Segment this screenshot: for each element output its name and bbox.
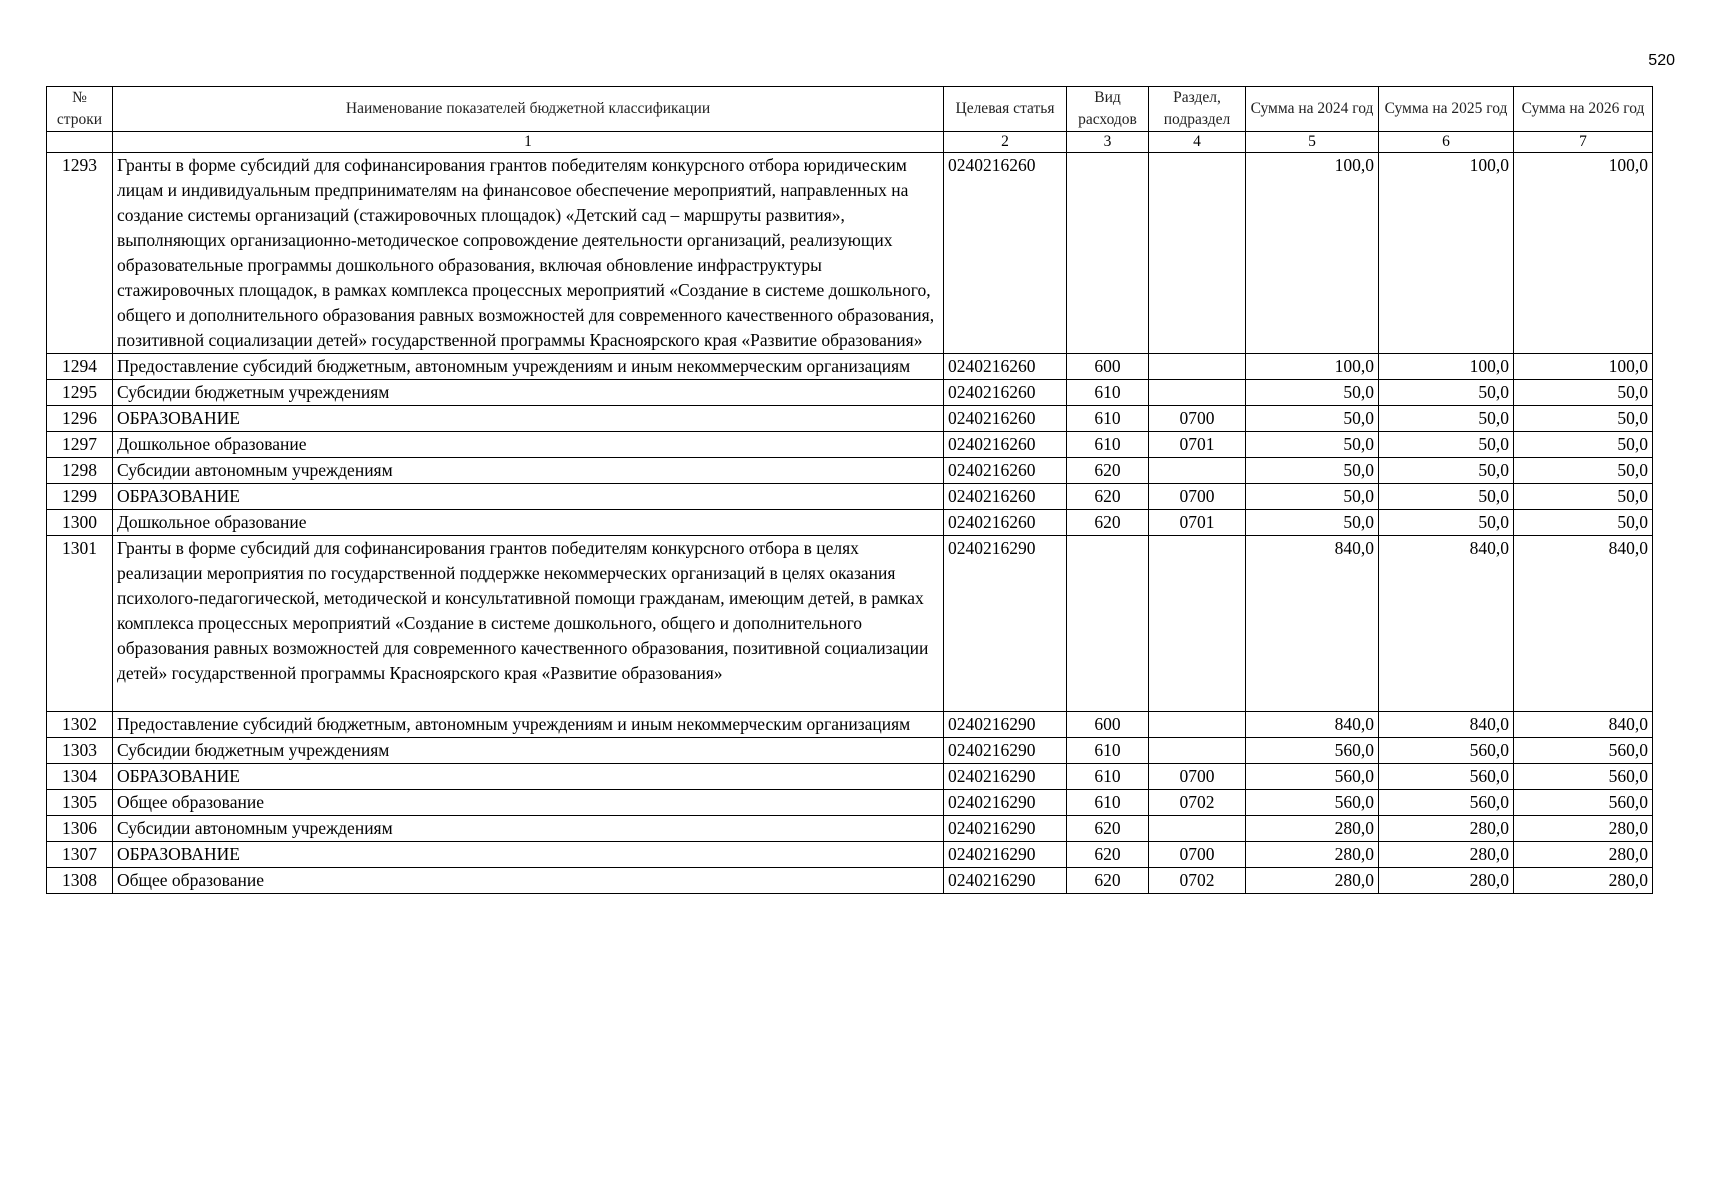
row-sum-2024: 100,0 — [1246, 153, 1379, 354]
header-expense-type: Вид расходов — [1067, 87, 1149, 132]
table-row — [47, 458, 1653, 484]
column-number: 7 — [1514, 132, 1653, 153]
table-row — [47, 764, 1653, 790]
row-target-article: 0240216290 — [944, 738, 1067, 764]
row-target-article: 0240216260 — [944, 153, 1067, 354]
row-sum-2026: 280,0 — [1514, 868, 1653, 894]
row-section: 0701 — [1149, 510, 1246, 536]
row-sum-2024: 560,0 — [1246, 738, 1379, 764]
row-sum-2026: 100,0 — [1514, 153, 1653, 354]
table-row — [47, 790, 1653, 816]
row-expense-type: 610 — [1067, 764, 1149, 790]
row-number: 1301 — [47, 536, 113, 712]
table-row — [47, 816, 1653, 842]
header-sum-2025: Сумма на 2025 год — [1379, 87, 1514, 132]
row-number: 1297 — [47, 432, 113, 458]
row-sum-2026: 50,0 — [1514, 432, 1653, 458]
table-row — [47, 380, 1653, 406]
row-sum-2026: 560,0 — [1514, 738, 1653, 764]
table-header-row — [47, 87, 1653, 132]
row-section: 0700 — [1149, 764, 1246, 790]
row-name: Дошкольное образование — [113, 432, 944, 458]
row-target-article: 0240216290 — [944, 536, 1067, 712]
row-target-article: 0240216260 — [944, 510, 1067, 536]
row-section — [1149, 816, 1246, 842]
row-section — [1149, 153, 1246, 354]
row-name: ОБРАЗОВАНИЕ — [113, 842, 944, 868]
row-target-article: 0240216260 — [944, 380, 1067, 406]
table-row — [47, 712, 1653, 738]
row-number: 1293 — [47, 153, 113, 354]
row-expense-type: 620 — [1067, 484, 1149, 510]
row-expense-type: 610 — [1067, 432, 1149, 458]
row-target-article: 0240216290 — [944, 816, 1067, 842]
table-row — [47, 153, 1653, 354]
row-sum-2024: 840,0 — [1246, 536, 1379, 712]
row-target-article: 0240216290 — [944, 764, 1067, 790]
row-sum-2024: 840,0 — [1246, 712, 1379, 738]
row-section — [1149, 380, 1246, 406]
row-name: Гранты в форме субсидий для софинансирования грантов победителям конкурсного отбора в целях реализации мероприятия по государственной поддержке некоммерческих организаций в целях оказания психолого-педагогической, методической и консультативной помощи гражданам, имеющим детей, в рамках комплекса процессных мероприятий «Создание в системе дошкольного, общего и дополнительного образования равных возможностей для современного качественного образования, позитивной социализации детей» государственной программы Красноярского края «Развитие образования» — [113, 536, 944, 712]
row-section — [1149, 354, 1246, 380]
row-target-article: 0240216260 — [944, 354, 1067, 380]
row-name: ОБРАЗОВАНИЕ — [113, 406, 944, 432]
row-number: 1308 — [47, 868, 113, 894]
row-section — [1149, 738, 1246, 764]
row-sum-2026: 560,0 — [1514, 790, 1653, 816]
row-section: 0702 — [1149, 790, 1246, 816]
row-sum-2025: 840,0 — [1379, 712, 1514, 738]
row-number: 1296 — [47, 406, 113, 432]
row-number: 1306 — [47, 816, 113, 842]
row-section: 0700 — [1149, 842, 1246, 868]
row-sum-2024: 50,0 — [1246, 510, 1379, 536]
row-name: Общее образование — [113, 868, 944, 894]
row-sum-2024: 50,0 — [1246, 406, 1379, 432]
row-sum-2025: 280,0 — [1379, 842, 1514, 868]
row-sum-2024: 280,0 — [1246, 868, 1379, 894]
row-section: 0700 — [1149, 484, 1246, 510]
row-section: 0702 — [1149, 868, 1246, 894]
row-number: 1298 — [47, 458, 113, 484]
row-sum-2026: 100,0 — [1514, 354, 1653, 380]
row-sum-2026: 50,0 — [1514, 510, 1653, 536]
row-sum-2025: 560,0 — [1379, 738, 1514, 764]
row-expense-type: 620 — [1067, 458, 1149, 484]
row-sum-2025: 50,0 — [1379, 510, 1514, 536]
row-sum-2024: 280,0 — [1246, 816, 1379, 842]
row-name: Предоставление субсидий бюджетным, автономным учреждениям и иным некоммерческим организациям — [113, 354, 944, 380]
header-name: Наименование показателей бюджетной классификации — [113, 87, 944, 132]
table-row — [47, 406, 1653, 432]
row-sum-2025: 50,0 — [1379, 458, 1514, 484]
row-target-article: 0240216260 — [944, 458, 1067, 484]
header-section: Раздел, подраздел — [1149, 87, 1246, 132]
row-expense-type: 600 — [1067, 712, 1149, 738]
row-sum-2024: 100,0 — [1246, 354, 1379, 380]
row-sum-2026: 50,0 — [1514, 406, 1653, 432]
row-target-article: 0240216260 — [944, 406, 1067, 432]
row-expense-type: 610 — [1067, 790, 1149, 816]
table-row — [47, 536, 1653, 712]
row-sum-2024: 280,0 — [1246, 842, 1379, 868]
row-number: 1305 — [47, 790, 113, 816]
table-row — [47, 868, 1653, 894]
row-number: 1299 — [47, 484, 113, 510]
table-row — [47, 484, 1653, 510]
row-target-article: 0240216290 — [944, 842, 1067, 868]
row-section: 0700 — [1149, 406, 1246, 432]
row-expense-type: 610 — [1067, 406, 1149, 432]
row-name: Субсидии автономным учреждениям — [113, 816, 944, 842]
row-sum-2024: 50,0 — [1246, 432, 1379, 458]
row-expense-type: 620 — [1067, 816, 1149, 842]
row-expense-type: 620 — [1067, 842, 1149, 868]
row-name: Дошкольное образование — [113, 510, 944, 536]
row-sum-2024: 560,0 — [1246, 764, 1379, 790]
column-number: 5 — [1246, 132, 1379, 153]
row-sum-2026: 840,0 — [1514, 536, 1653, 712]
row-target-article: 0240216260 — [944, 432, 1067, 458]
header-target-article: Целевая статья — [944, 87, 1067, 132]
column-number: 3 — [1067, 132, 1149, 153]
column-number: 2 — [944, 132, 1067, 153]
header-sum-2024: Сумма на 2024 год — [1246, 87, 1379, 132]
column-number — [47, 132, 113, 153]
row-expense-type: 610 — [1067, 738, 1149, 764]
row-sum-2025: 50,0 — [1379, 406, 1514, 432]
row-number: 1294 — [47, 354, 113, 380]
row-sum-2026: 280,0 — [1514, 816, 1653, 842]
header-sum-2026: Сумма на 2026 год — [1514, 87, 1653, 132]
row-number: 1304 — [47, 764, 113, 790]
row-expense-type: 620 — [1067, 510, 1149, 536]
row-expense-type: 610 — [1067, 380, 1149, 406]
row-section — [1149, 536, 1246, 712]
row-sum-2024: 560,0 — [1246, 790, 1379, 816]
column-number: 4 — [1149, 132, 1246, 153]
row-sum-2025: 100,0 — [1379, 354, 1514, 380]
row-number: 1300 — [47, 510, 113, 536]
row-target-article: 0240216290 — [944, 868, 1067, 894]
row-name: Субсидии бюджетным учреждениям — [113, 738, 944, 764]
row-section — [1149, 712, 1246, 738]
row-expense-type: 600 — [1067, 354, 1149, 380]
row-sum-2026: 50,0 — [1514, 458, 1653, 484]
row-section — [1149, 458, 1246, 484]
row-target-article: 0240216290 — [944, 712, 1067, 738]
page-number: 520 — [1648, 52, 1675, 69]
row-sum-2025: 280,0 — [1379, 868, 1514, 894]
row-target-article: 0240216260 — [944, 484, 1067, 510]
row-sum-2024: 50,0 — [1246, 484, 1379, 510]
budget-table — [46, 86, 1653, 894]
row-expense-type — [1067, 536, 1149, 712]
row-number: 1295 — [47, 380, 113, 406]
column-number: 6 — [1379, 132, 1514, 153]
row-sum-2025: 840,0 — [1379, 536, 1514, 712]
table-row — [47, 510, 1653, 536]
column-numbers-row — [47, 132, 1653, 153]
row-sum-2025: 50,0 — [1379, 432, 1514, 458]
row-sum-2025: 50,0 — [1379, 484, 1514, 510]
row-name: Общее образование — [113, 790, 944, 816]
row-target-article: 0240216290 — [944, 790, 1067, 816]
column-number: 1 — [113, 132, 944, 153]
row-name: ОБРАЗОВАНИЕ — [113, 484, 944, 510]
row-sum-2026: 560,0 — [1514, 764, 1653, 790]
row-sum-2024: 50,0 — [1246, 458, 1379, 484]
row-name: Субсидии автономным учреждениям — [113, 458, 944, 484]
table-row — [47, 842, 1653, 868]
row-name: ОБРАЗОВАНИЕ — [113, 764, 944, 790]
table-row — [47, 432, 1653, 458]
row-number: 1307 — [47, 842, 113, 868]
row-sum-2026: 280,0 — [1514, 842, 1653, 868]
row-sum-2025: 50,0 — [1379, 380, 1514, 406]
row-expense-type — [1067, 153, 1149, 354]
row-sum-2025: 280,0 — [1379, 816, 1514, 842]
row-expense-type: 620 — [1067, 868, 1149, 894]
table-row — [47, 354, 1653, 380]
row-section: 0701 — [1149, 432, 1246, 458]
row-sum-2024: 50,0 — [1246, 380, 1379, 406]
row-name: Субсидии бюджетным учреждениям — [113, 380, 944, 406]
table-row — [47, 738, 1653, 764]
row-sum-2025: 560,0 — [1379, 790, 1514, 816]
row-sum-2025: 100,0 — [1379, 153, 1514, 354]
row-name: Гранты в форме субсидий для софинансирования грантов победителям конкурсного отбора юридическим лицам и индивидуальным предпринимателям на финансовое обеспечение мероприятий, направленных на создание системы организаций (стажировочных площадок) «Детский сад – маршруты развития», выполняющих организационно-методическое сопровождение деятельности организаций, реализующих образовательные программы дошкольного образования, включая обновление инфраструктуры стажировочных площадок, в рамках комплекса процессных мероприятий «Создание в системе дошкольного, общего и дополнительного образования равных возможностей для современного качественного образования, позитивной социализации детей» государственной программы Красноярского края «Развитие образования» — [113, 153, 944, 354]
row-sum-2026: 50,0 — [1514, 484, 1653, 510]
row-sum-2026: 50,0 — [1514, 380, 1653, 406]
row-sum-2026: 840,0 — [1514, 712, 1653, 738]
row-sum-2025: 560,0 — [1379, 764, 1514, 790]
row-number: 1303 — [47, 738, 113, 764]
row-name: Предоставление субсидий бюджетным, автономным учреждениям и иным некоммерческим организациям — [113, 712, 944, 738]
row-number: 1302 — [47, 712, 113, 738]
header-row-number: № строки — [47, 87, 113, 132]
